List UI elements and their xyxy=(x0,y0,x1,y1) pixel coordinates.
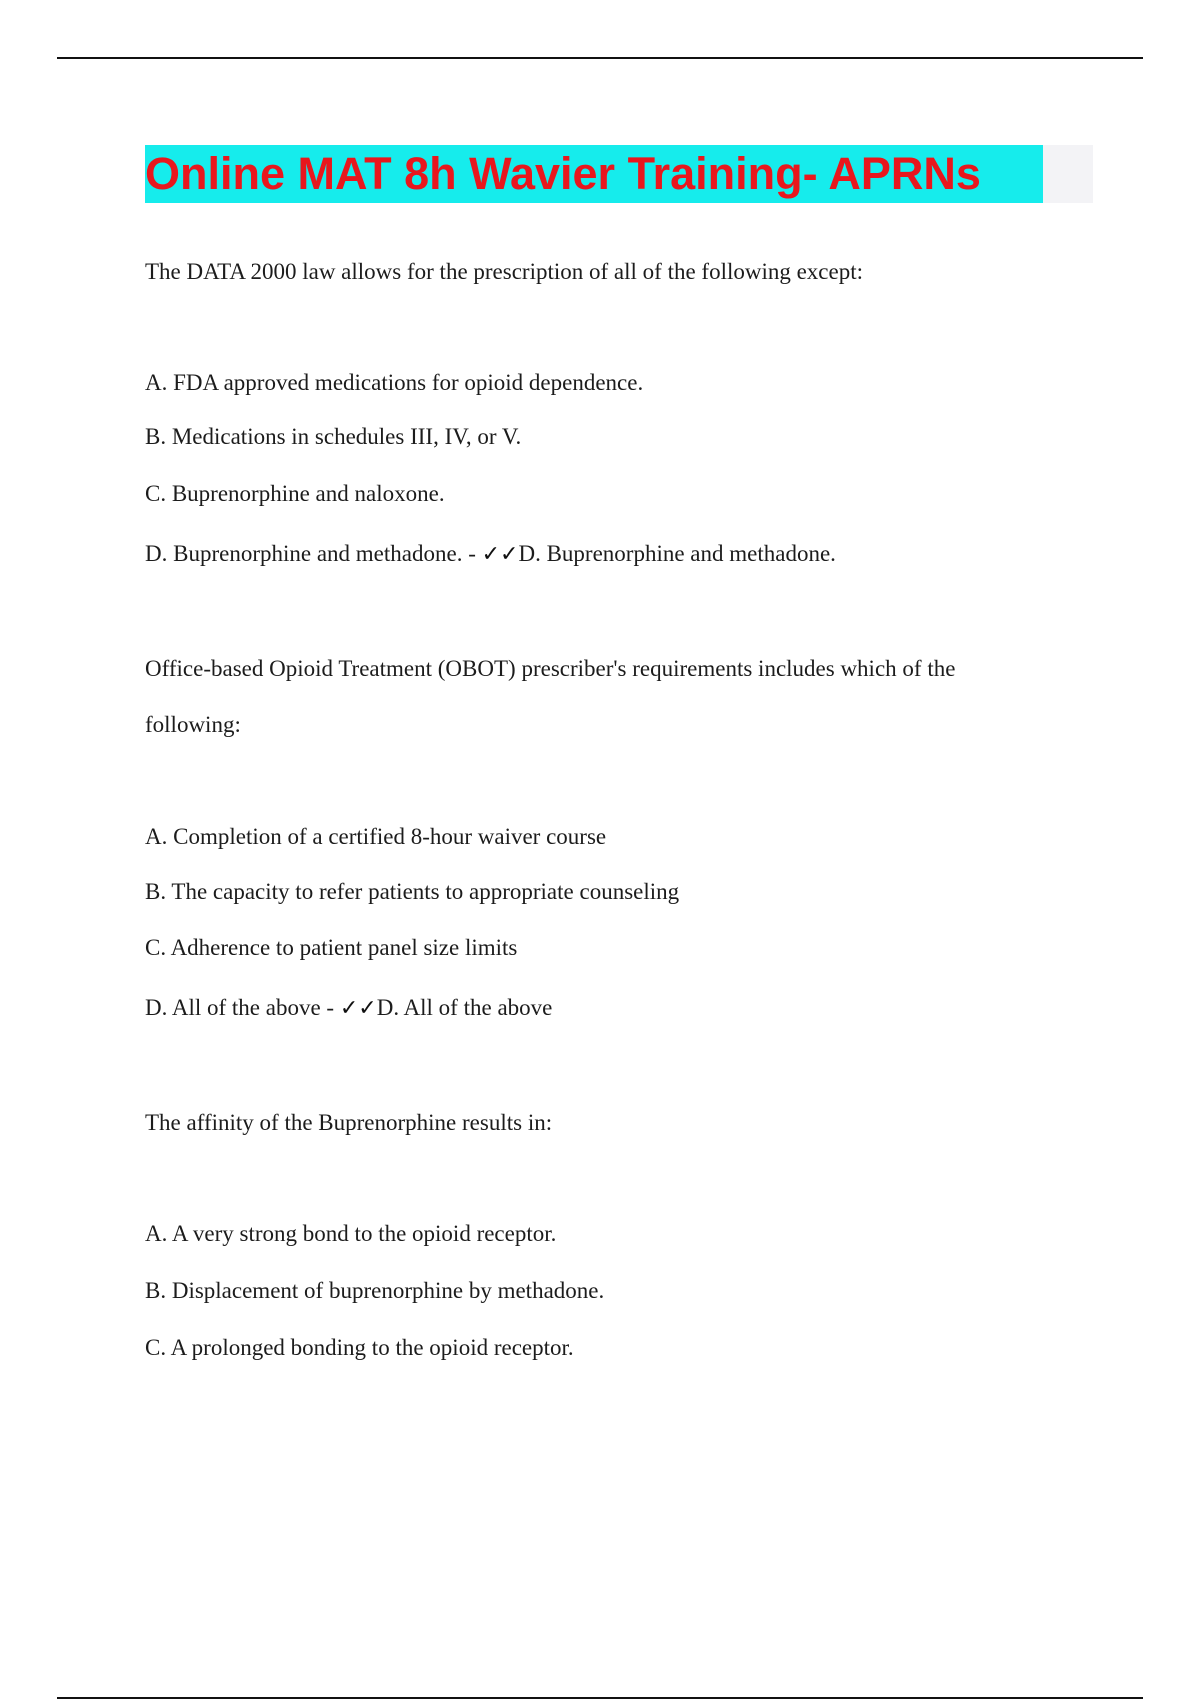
question-1-answer: D. Buprenorphine and methadone. xyxy=(518,541,836,566)
question-1-option-d-row xyxy=(145,539,836,570)
question-1-option-b: B. Medications in schedules III, IV, or V. xyxy=(145,424,522,449)
double-check-icon: ✓✓ xyxy=(339,996,377,1021)
question-1-option-a: A. FDA approved medications for opioid dependence. xyxy=(145,370,644,395)
header-rule xyxy=(57,57,1143,59)
question-2-answer: D. All of the above xyxy=(376,995,553,1020)
question-2-option-b: B. The capacity to refer patients to appropriate counseling xyxy=(145,879,680,904)
footer-rule xyxy=(57,1697,1143,1699)
question-2-option-a: A. Completion of a certified 8-hour waiver course xyxy=(145,824,607,849)
question-3-option-c: C. A prolonged bonding to the opioid receptor. xyxy=(145,1335,574,1360)
question-1-option-c: C. Buprenorphine and naloxone. xyxy=(145,481,445,506)
question-3-option-a: A. A very strong bond to the opioid receptor. xyxy=(145,1221,557,1246)
question-3-option-b: B. Displacement of buprenorphine by methadone. xyxy=(145,1278,605,1303)
question-2-text-line-2: following: xyxy=(145,712,241,737)
double-check-icon: ✓✓ xyxy=(481,542,519,567)
question-1-text: The DATA 2000 law allows for the prescription of all of the following except: xyxy=(145,259,864,284)
question-2-option-d-row xyxy=(145,993,552,1024)
question-3-text: The affinity of the Buprenorphine results in: xyxy=(145,1110,553,1135)
question-2-text-line-1: Office-based Opioid Treatment (OBOT) prescriber's requirements includes which of the xyxy=(145,656,956,681)
document-title: Online MAT 8h Wavier Training- APRNs xyxy=(145,145,1043,203)
title-block xyxy=(145,145,1093,203)
question-1-option-d: D. Buprenorphine and methadone. - xyxy=(145,541,482,566)
question-2-option-d: D. All of the above - xyxy=(145,995,340,1020)
question-2-option-c: C. Adherence to patient panel size limits xyxy=(145,935,518,960)
